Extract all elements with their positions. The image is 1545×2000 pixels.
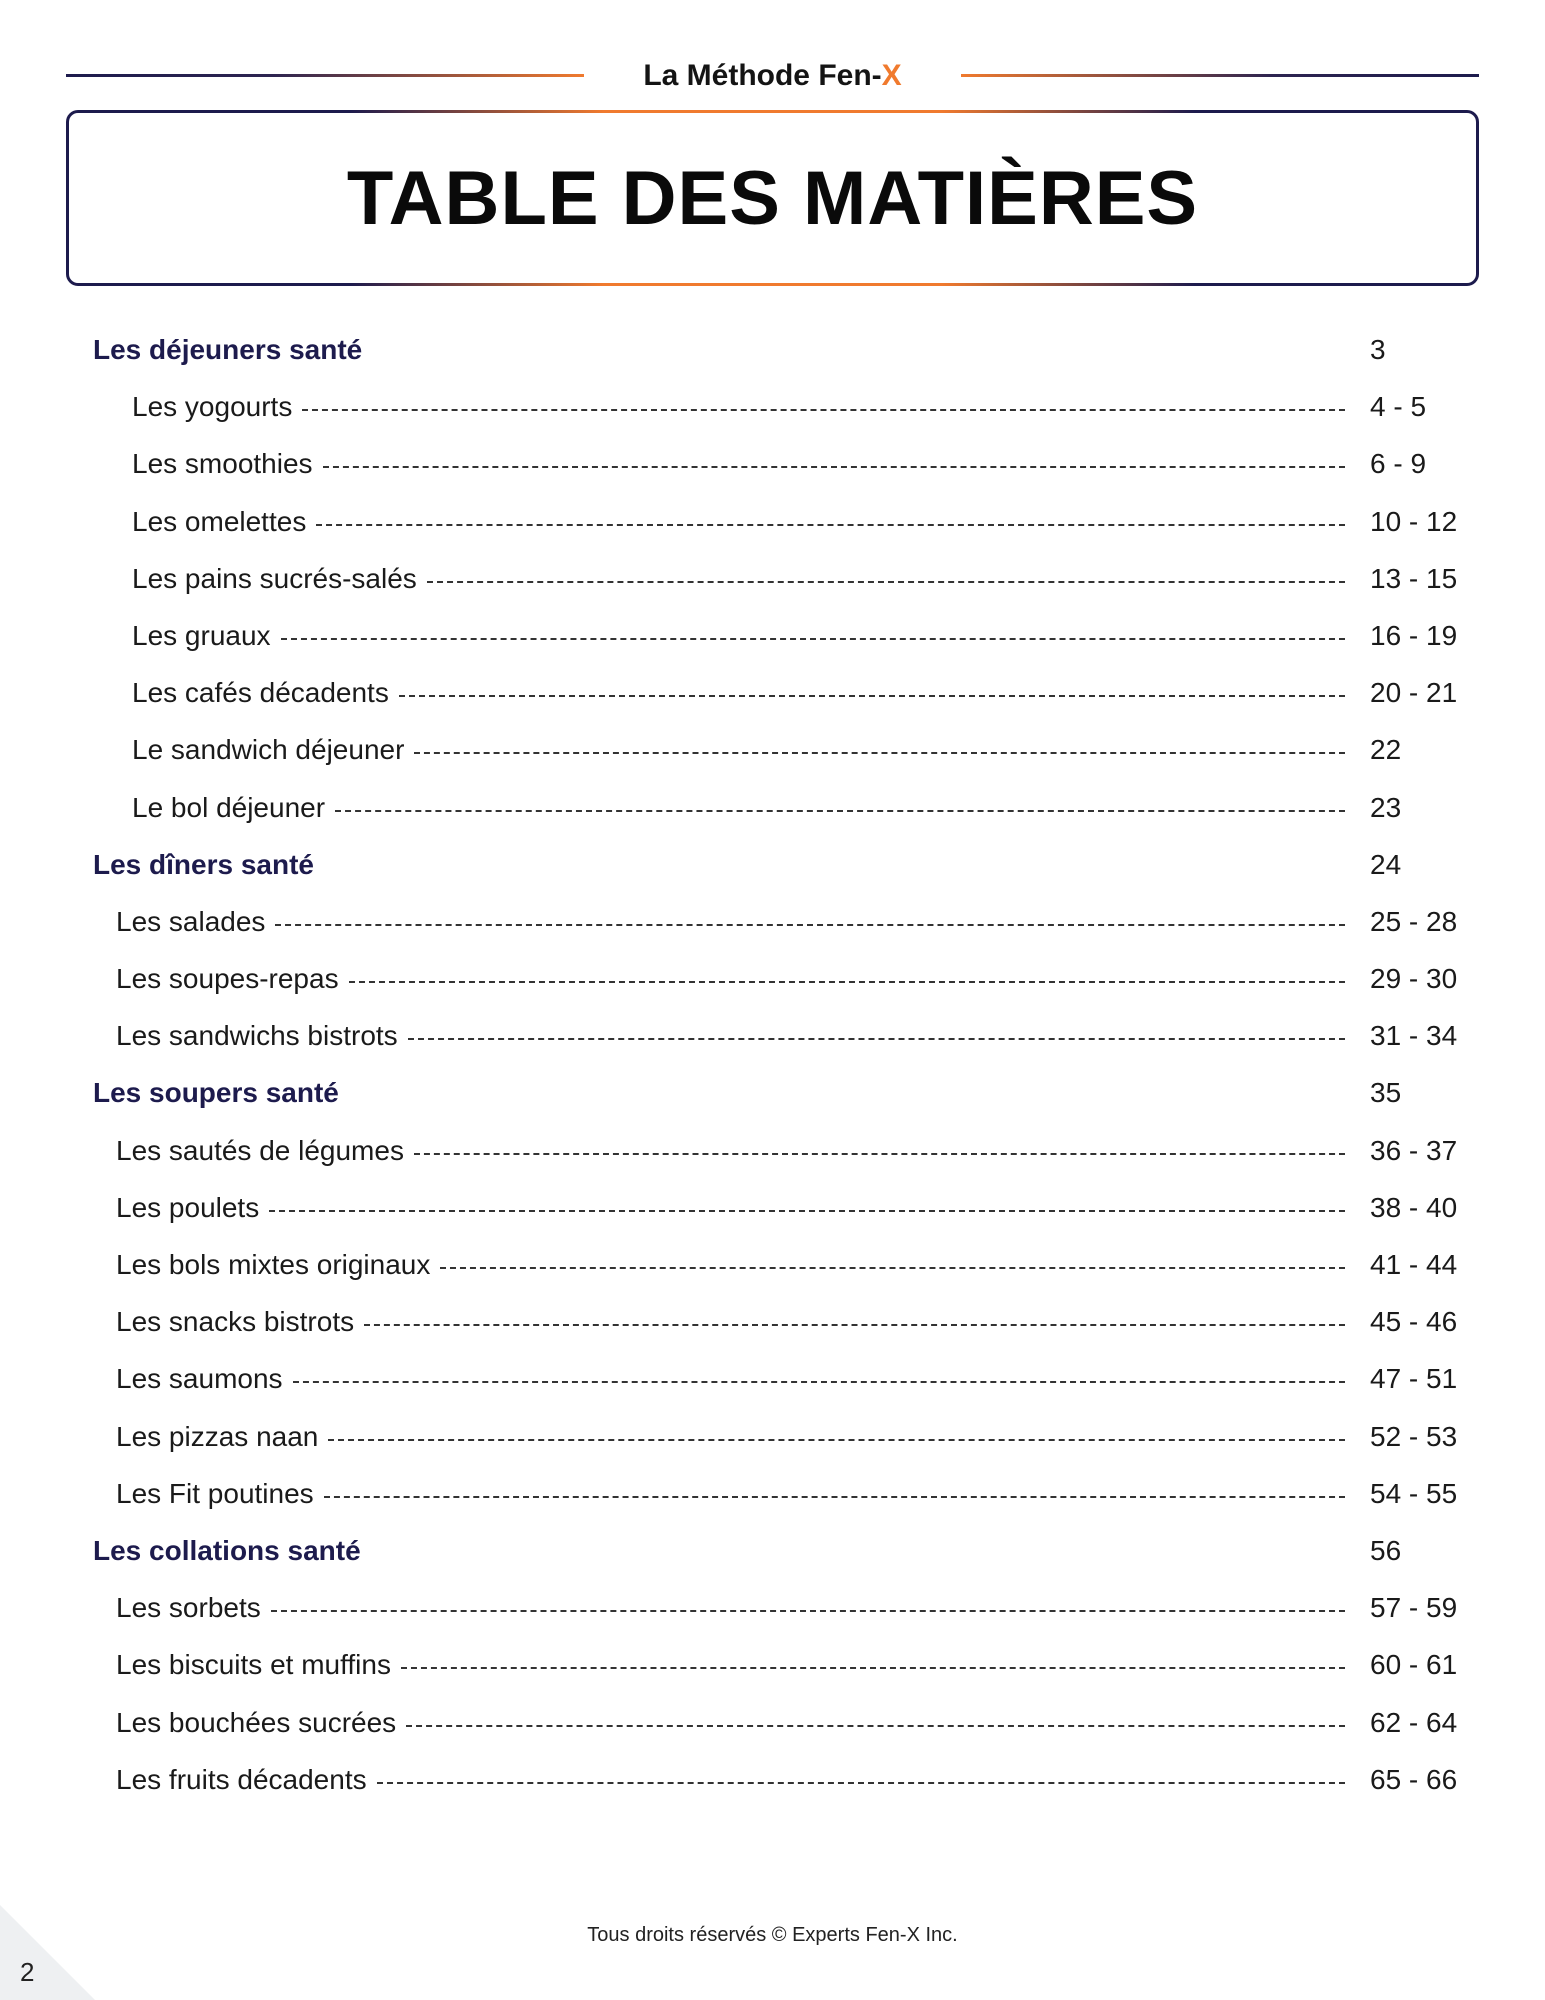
- title-box: [66, 110, 1479, 286]
- toc-entry-row: [0, 1180, 1545, 1237]
- toc-dotted-leader: [399, 695, 1345, 697]
- toc-entry-pages: 16 - 19: [1370, 619, 1458, 651]
- toc-dotted-leader: [364, 1324, 1345, 1326]
- toc-entry-row: [0, 951, 1545, 1008]
- brand-main: La Méthode Fen-: [643, 59, 882, 92]
- page-number: 2: [20, 1957, 35, 1987]
- toc-entry-pages: 25 - 28: [1370, 905, 1458, 937]
- toc-dotted-leader: [414, 1153, 1345, 1155]
- page-header: [66, 56, 1479, 96]
- toc-entry-label: Les saumons: [116, 1363, 283, 1395]
- toc-entry-row: [0, 1580, 1545, 1637]
- toc-dotted-leader: [328, 1439, 1345, 1441]
- table-of-contents: [0, 322, 1545, 1809]
- toc-entry-row: [0, 379, 1545, 436]
- toc-dotted-leader: [349, 981, 1345, 983]
- toc-section-page: 56: [1370, 1534, 1402, 1566]
- toc-entry-row: [0, 1351, 1545, 1408]
- brand-title: [584, 56, 961, 96]
- toc-entry-pages: 4 - 5: [1370, 391, 1427, 423]
- toc-entry-row: [0, 494, 1545, 551]
- toc-entry-label: Les pizzas naan: [116, 1420, 319, 1452]
- toc-entry-label: Les sandwichs bistrots: [116, 1020, 398, 1052]
- toc-dotted-leader: [406, 1725, 1345, 1727]
- toc-entry-row: [0, 1695, 1545, 1752]
- toc-entry-pages: 38 - 40: [1370, 1191, 1458, 1223]
- toc-entry-row: [0, 665, 1545, 722]
- toc-entry-row: [0, 1008, 1545, 1065]
- toc-section-row: [0, 322, 1545, 379]
- toc-entry-pages: 52 - 53: [1370, 1420, 1458, 1452]
- toc-dotted-leader: [401, 1667, 1345, 1669]
- header-rule-right: [961, 74, 1479, 77]
- toc-entry-row: [0, 722, 1545, 779]
- toc-entry-row: [0, 551, 1545, 608]
- page-title: TABLE DES MATIÈRES: [346, 156, 1199, 241]
- toc-entry-label: Les soupes-repas: [116, 963, 339, 995]
- toc-section-row: [0, 837, 1545, 894]
- toc-entry-pages: 41 - 44: [1370, 1249, 1458, 1280]
- toc-entry-row: [0, 608, 1545, 665]
- toc-section-page: 24: [1370, 848, 1402, 880]
- toc-entry-label: Le bol déjeuner: [132, 791, 326, 823]
- toc-entry-label: Les snacks bistrots: [116, 1306, 355, 1338]
- toc-section-title: Les dîners santé: [93, 848, 314, 880]
- toc-entry-row: [0, 1637, 1545, 1694]
- toc-dotted-leader: [281, 638, 1345, 640]
- toc-dotted-leader: [427, 581, 1345, 583]
- toc-dotted-leader: [293, 1381, 1345, 1383]
- toc-entry-pages: 47 - 51: [1370, 1363, 1458, 1395]
- toc-entry-pages: 6 - 9: [1370, 448, 1427, 480]
- toc-entry-pages: 62 - 64: [1370, 1706, 1458, 1738]
- toc-section-title: Les collations santé: [93, 1534, 361, 1566]
- toc-entry-pages: 45 - 46: [1370, 1306, 1458, 1338]
- toc-entry-row: [0, 1752, 1545, 1809]
- toc-entry-label: Les salades: [116, 905, 266, 937]
- toc-entry-label: Les sorbets: [116, 1592, 261, 1624]
- toc-dotted-leader: [377, 1782, 1345, 1784]
- toc-entry-row: [0, 436, 1545, 493]
- toc-entry-pages: 13 - 15: [1370, 562, 1458, 594]
- toc-dotted-leader: [316, 524, 1345, 526]
- toc-dotted-leader: [269, 1210, 1345, 1212]
- toc-entry-row: [0, 1409, 1545, 1466]
- toc-section-title: Les soupers santé: [93, 1077, 339, 1109]
- toc-entry-label: Les sautés de légumes: [116, 1134, 404, 1166]
- toc-entry-pages: 57 - 59: [1370, 1592, 1458, 1624]
- header-rule-left: [66, 74, 584, 77]
- toc-dotted-leader: [414, 752, 1345, 754]
- toc-section-page: 3: [1370, 334, 1386, 365]
- toc-entry-pages: 10 - 12: [1370, 505, 1458, 537]
- toc-entry-pages: 36 - 37: [1370, 1134, 1458, 1166]
- footer-copyright: Tous droits réservés © Experts Fen-X Inc.: [587, 1924, 958, 1946]
- toc-entry-label: Les gruaux: [132, 619, 271, 651]
- toc-entry-label: Les cafés décadents: [132, 677, 389, 709]
- toc-entry-label: Les fruits décadents: [116, 1763, 367, 1795]
- toc-entry-row: [0, 1123, 1545, 1180]
- toc-entry-row: [0, 780, 1545, 837]
- page-corner: [0, 1905, 95, 2000]
- toc-dotted-leader: [335, 810, 1345, 812]
- toc-entry-pages: 22: [1370, 734, 1402, 766]
- toc-section-row: [0, 1065, 1545, 1122]
- toc-entry-label: Les bols mixtes originaux: [116, 1249, 431, 1280]
- toc-entry-label: Les Fit poutines: [116, 1477, 314, 1509]
- toc-entry-row: [0, 1237, 1545, 1294]
- toc-entry-pages: 60 - 61: [1370, 1649, 1458, 1681]
- toc-dotted-leader: [408, 1038, 1345, 1040]
- toc-dotted-leader: [440, 1267, 1345, 1269]
- toc-dotted-leader: [324, 1496, 1345, 1498]
- toc-dotted-leader: [302, 409, 1345, 411]
- toc-entry-label: Le sandwich déjeuner: [132, 734, 405, 766]
- toc-section-row: [0, 1523, 1545, 1580]
- toc-entry-pages: 65 - 66: [1370, 1763, 1458, 1795]
- toc-entry-label: Les biscuits et muffins: [116, 1649, 391, 1681]
- brand-accent: X: [881, 59, 902, 92]
- toc-dotted-leader: [323, 466, 1345, 468]
- toc-entry-label: Les bouchées sucrées: [116, 1706, 397, 1738]
- toc-entry-pages: 29 - 30: [1370, 963, 1458, 995]
- toc-entry-pages: 23: [1370, 791, 1402, 823]
- toc-entry-row: [0, 1294, 1545, 1351]
- toc-entry-label: Les smoothies: [132, 448, 313, 480]
- toc-entry-pages: 31 - 34: [1370, 1020, 1458, 1052]
- toc-entry-label: Les omelettes: [132, 505, 307, 537]
- toc-entry-pages: 20 - 21: [1370, 677, 1458, 709]
- toc-entry-pages: 54 - 55: [1370, 1477, 1458, 1509]
- toc-entry-row: [0, 1466, 1545, 1523]
- toc-entry-label: Les poulets: [116, 1191, 260, 1223]
- toc-section-page: 35: [1370, 1077, 1402, 1109]
- toc-entry-label: Les yogourts: [132, 391, 293, 423]
- toc-entry-label: Les pains sucrés-salés: [132, 562, 417, 594]
- toc-dotted-leader: [275, 924, 1345, 926]
- toc-dotted-leader: [271, 1610, 1345, 1612]
- toc-section-title: Les déjeuners santé: [93, 334, 363, 365]
- toc-entry-row: [0, 894, 1545, 951]
